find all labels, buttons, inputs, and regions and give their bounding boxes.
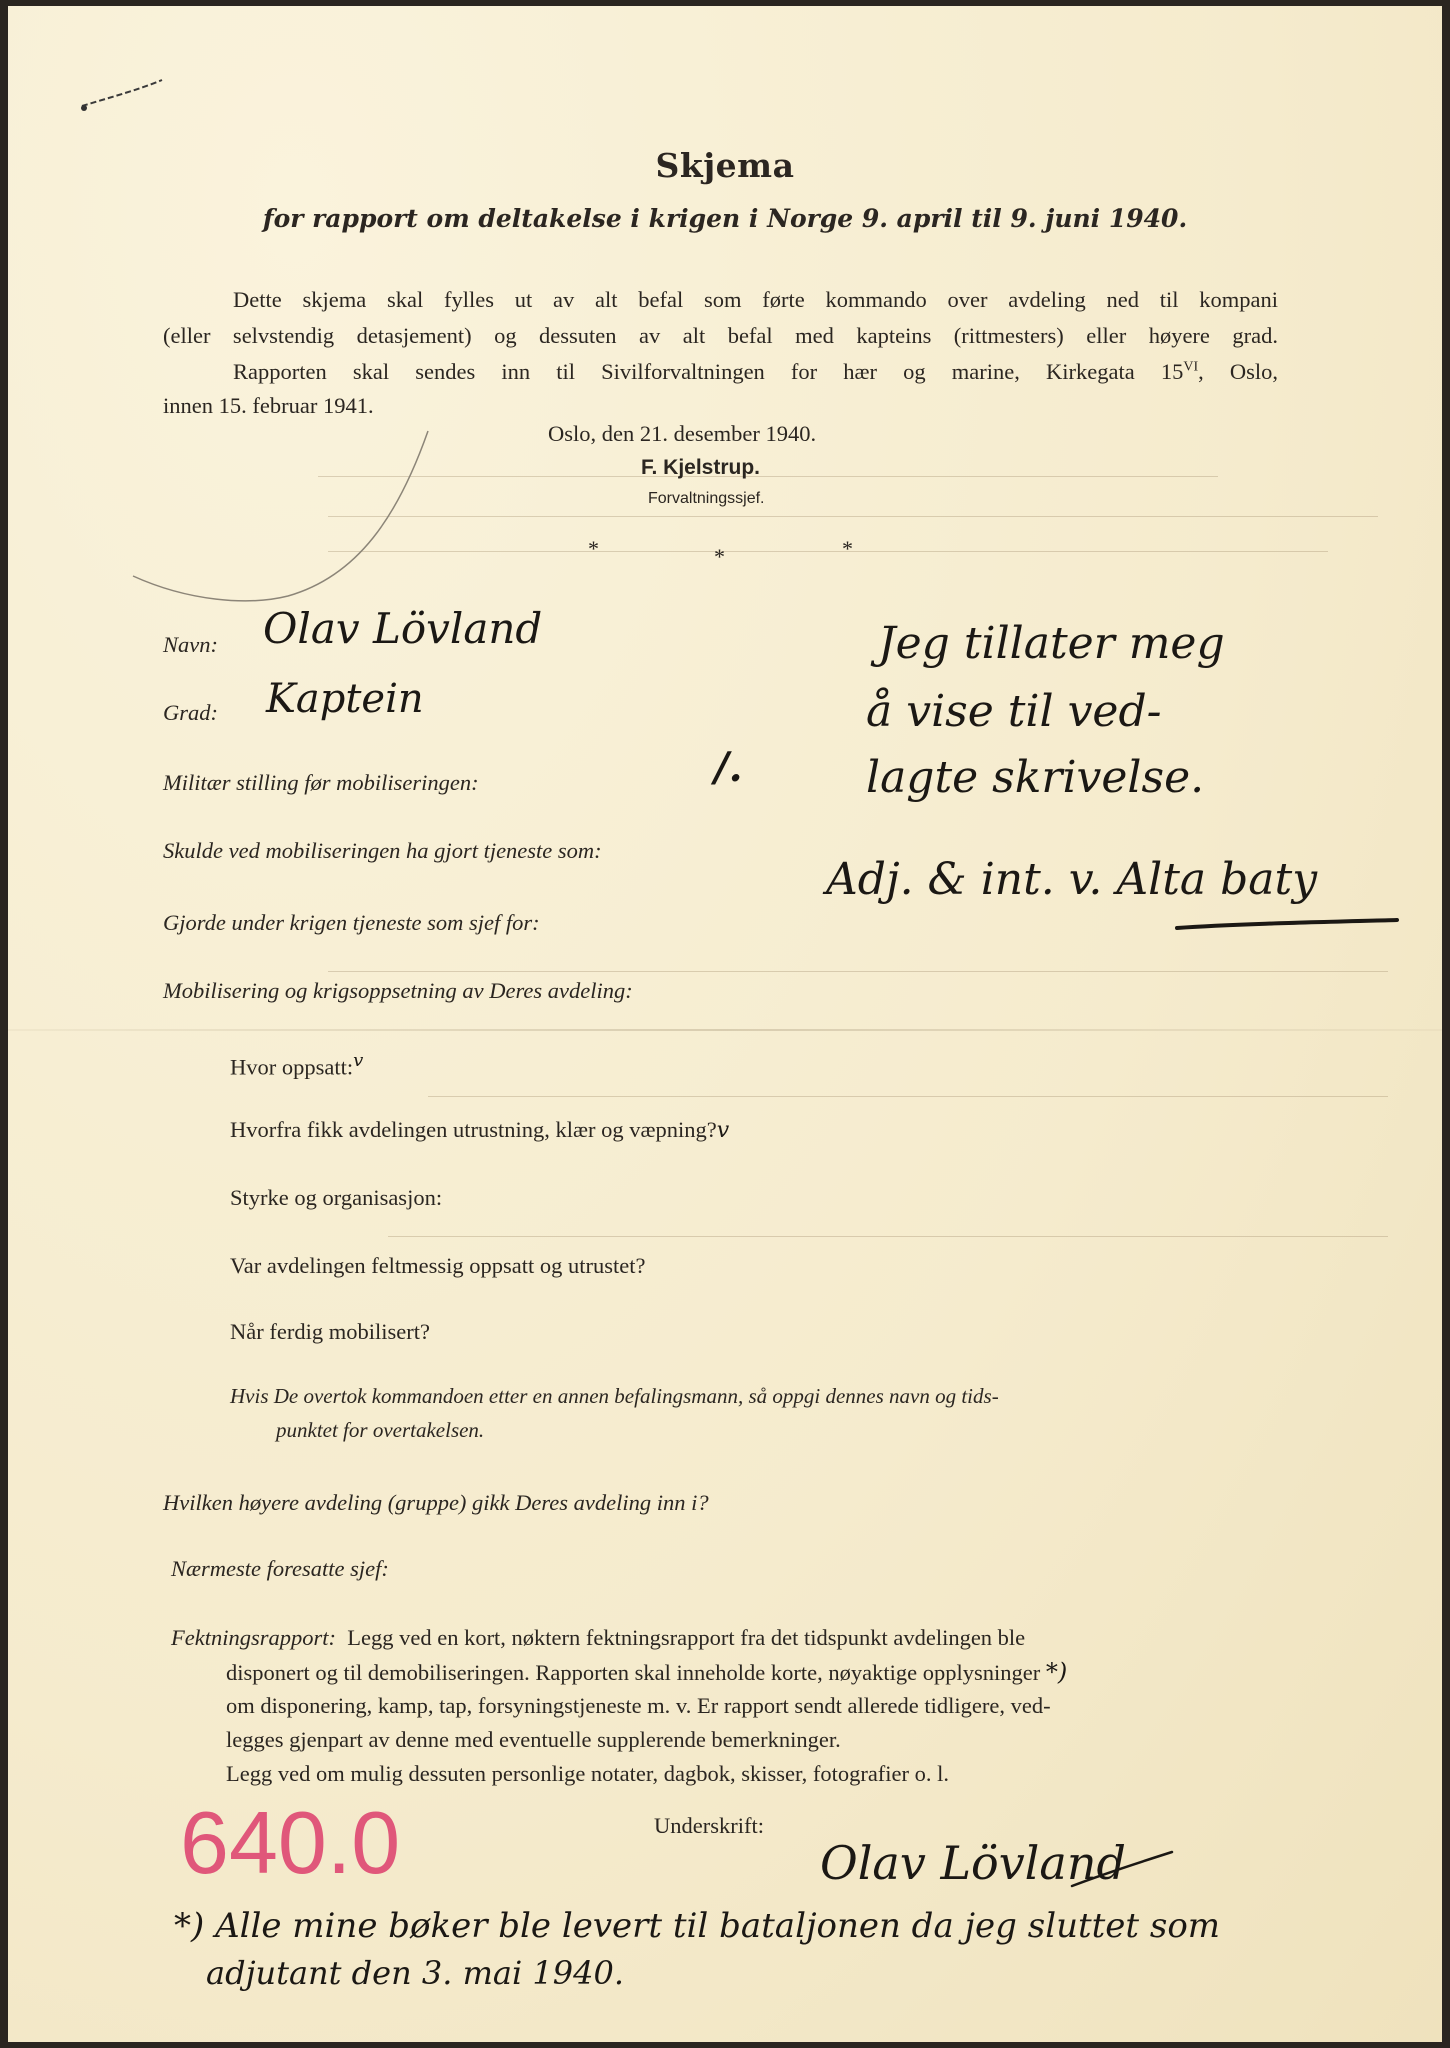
combat-report-text-2: disponert og til demobiliseringen. Rapporten skal inneholde korte, nøyaktige opplysninger [226, 1660, 1041, 1685]
document-page [8, 6, 1442, 2042]
prewar-position-value: /. [714, 744, 743, 791]
ink-mark [78, 68, 168, 118]
mobilization-duty-label: Skulde ved mobiliseringen ha gjort tjeneste som: [163, 838, 602, 863]
rank-label: Grad: [163, 700, 218, 725]
combat-report-line-5: Legg ved om mulig dessuten personlige notater, dagbok, skisser, fotografier o. l. [226, 1761, 950, 1786]
combat-report-line-1 [171, 1624, 1025, 1651]
check-mark: v [716, 1118, 730, 1143]
signer-name: F. Kjelstrup. [641, 456, 761, 479]
mobilization-duty-value: Adj. & int. v. Alta baty [826, 854, 1318, 905]
form-title: Skjema [655, 146, 795, 185]
mobilization-label: Mobilisering og krigsoppsetning av Deres avdeling: [163, 978, 633, 1003]
where-set-up-text: Hvor oppsatt: [230, 1054, 354, 1080]
where-set-up-label [230, 1050, 363, 1081]
check-mark: v [353, 1050, 364, 1071]
superior-label: Nærmeste foresatte sjef: [171, 1556, 389, 1581]
field-ready-label: Var avdelingen feltmessig oppsatt og utrustet? [230, 1253, 646, 1278]
combat-report-line-4: legges gjenpart av denne med eventuelle supplerende bemerkninger. [226, 1727, 841, 1752]
footnote-line-1: *) Alle mine bøker ble levert til bataljonen da jeg sluttet som [174, 1906, 1221, 1946]
higher-unit-label: Hvilken høyere avdeling (gruppe) gikk Deres avdeling inn i? [163, 1490, 709, 1515]
intro-line-1: Dette skjema skal fylles ut av alt befal som førte kommando over avdeling ned til kompani [233, 287, 1278, 312]
name-label: Navn: [163, 632, 218, 657]
pencil-curve [128, 426, 448, 626]
underline-stroke [1173, 916, 1403, 936]
combat-report-line-3: om disponering, kamp, tap, forsyningstjeneste m. v. Er rapport sendt allerede tidligere, ved- [226, 1693, 1051, 1718]
combat-report-text-1: Legg ved en kort, nøktern fektningsrapport fra det tidspunkt avdelingen ble [347, 1625, 1026, 1650]
separator-star-2: * [714, 544, 725, 569]
separator-star-3: * [842, 536, 853, 561]
signature-label: Underskrift: [654, 1813, 764, 1838]
combat-report-label: Fektningsrapport: [171, 1625, 336, 1650]
equipment-label [230, 1116, 729, 1144]
equipment-text: Hvorfra fikk avdelingen utrustning, klær og væpning? [230, 1117, 717, 1142]
rank-value: Kaptein [266, 676, 424, 722]
intro-superscript: VI [1183, 359, 1199, 375]
prewar-position-label: Militær stilling før mobiliseringen: [163, 770, 479, 795]
footnote-mark: *) [1045, 1658, 1068, 1686]
signer-title: Forvaltningssjef. [648, 490, 765, 507]
margin-note-line-2: å vise til ved- [866, 686, 1162, 737]
combat-report-line-2 [226, 1658, 1067, 1687]
signature-flourish [1068, 1846, 1178, 1896]
form-subtitle: for rapport om deltakelse i krigen i Norge 9. april til 9. juni 1940. [262, 204, 1188, 233]
intro-line-4: innen 15. februar 1941. [163, 393, 374, 418]
mobilized-label: Når ferdig mobilisert? [230, 1319, 430, 1344]
took-over-line-2: punktet for overtakelsen. [276, 1418, 485, 1442]
war-chief-label: Gjorde under krigen tjeneste som sjef for: [163, 910, 540, 935]
intro-line-2: (eller selvstendig detasjement) og dessuten av alt befal med kapteins (rittmesters) eller høyere grad. [163, 323, 1278, 348]
strength-label: Styrke og organisasjon: [230, 1185, 443, 1210]
intro-line-3 [163, 358, 1278, 385]
intro-line-3-end: , Oslo, [1198, 359, 1278, 384]
archive-number: 640.0 [180, 1793, 401, 1892]
margin-note-line-1: Jeg tillater meg [878, 618, 1225, 669]
name-value: Olav Lövland [263, 604, 543, 653]
took-over-line-1: Hvis De overtok kommandoen etter en annen befalingsmann, så oppgi dennes navn og tids- [230, 1384, 999, 1408]
margin-note-line-3: lagte skrivelse. [866, 752, 1205, 803]
fold-crease [8, 1029, 1442, 1031]
signature-value: Olav Lövland [820, 1836, 1126, 1890]
footnote-line-2: adjutant den 3. mai 1940. [206, 1954, 625, 1992]
separator-star-1: * [588, 536, 599, 561]
intro-line-3-text: Rapporten skal sendes inn til Sivilforvaltningen for hær og marine, Kirkegata 15 [233, 359, 1184, 384]
issue-date: Oslo, den 21. desember 1940. [548, 421, 817, 446]
